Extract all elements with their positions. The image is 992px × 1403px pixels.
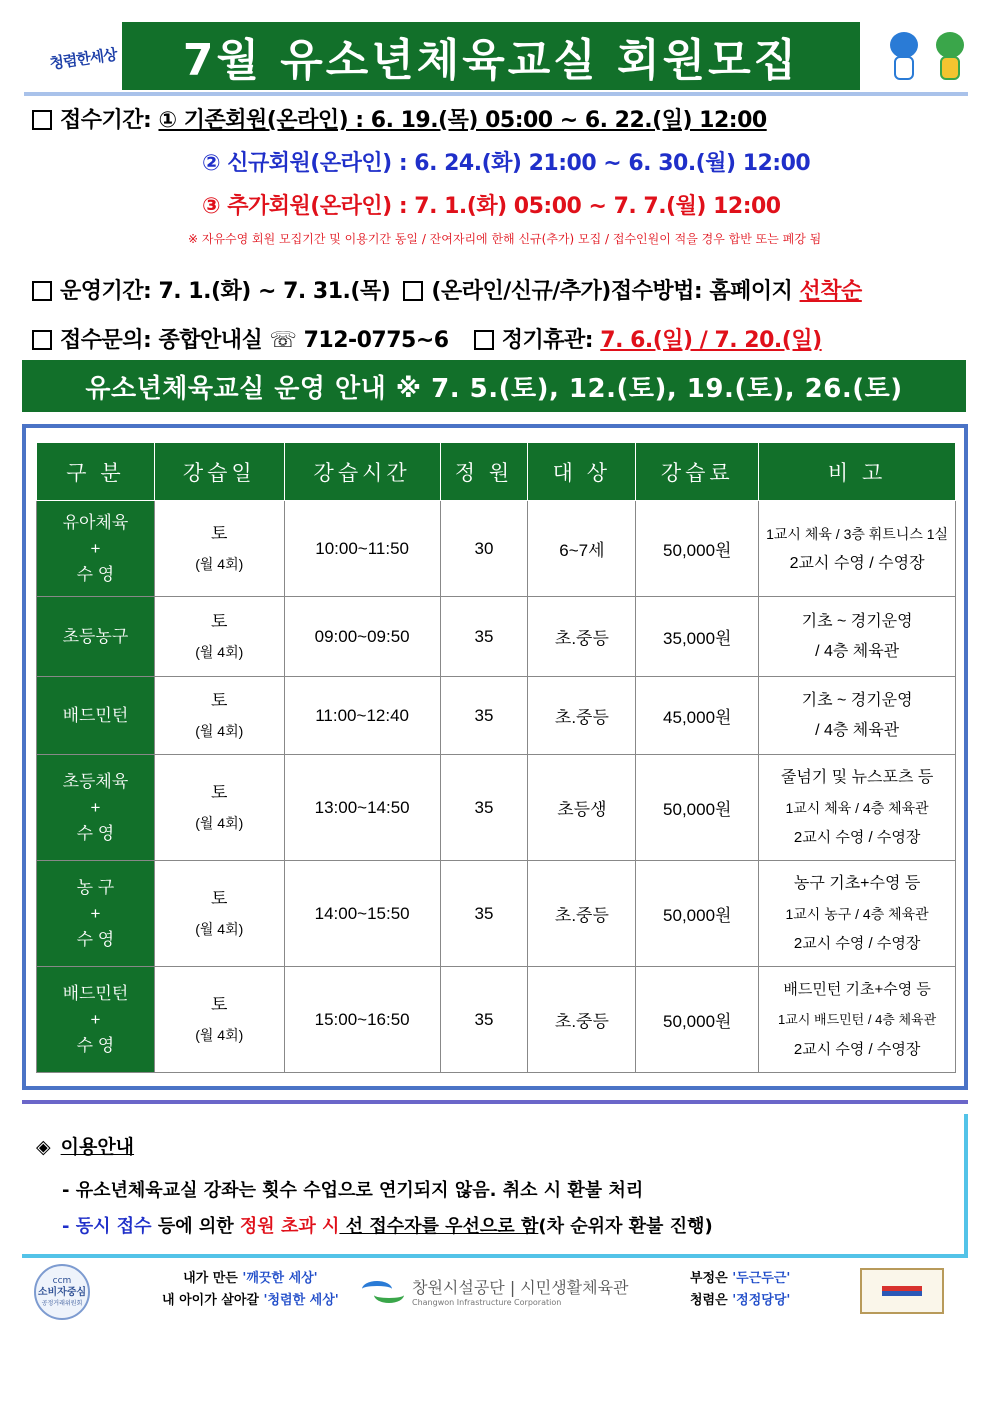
contact-value: 종합안내실 ☏ 712-0775~6 (158, 328, 449, 353)
header-target: 대 상 (528, 443, 636, 501)
slogan-clean-world: 내가 만든 '깨끗한 세상' 내 아이가 살아갈 '청렴한 세상' (162, 1271, 339, 1308)
reception-new: ② 신규회원(온라인) : 6. 24.(화) 21:00 ~ 6. 30.(월) 12:00 (202, 151, 811, 176)
schedule-table-frame (22, 424, 968, 1090)
row-category: 초등체육 + 수 영 (37, 755, 155, 861)
row-capacity: 35 (440, 967, 528, 1073)
table-header-row (37, 443, 956, 501)
footer (22, 1262, 968, 1322)
row-note: 1교시 체육 / 3층 휘트니스 1실 2교시 수영 / 수영장 (759, 501, 956, 597)
award-certificate-icon (860, 1268, 944, 1314)
reception-existing: ① 기존회원(온라인) : 6. 19.(목) 05:00 ~ 6. 22.(일) 12:00 (158, 108, 767, 133)
checkbox-icon (403, 281, 423, 301)
header-category: 구 분 (37, 443, 155, 501)
row-time: 11:00~12:40 (284, 677, 440, 755)
operation-banner: 유소년체육교실 운영 안내 ※ 7. 5.(토), 12.(토), 19.(토), 26.(토) (22, 360, 966, 412)
row-category: 초등농구 (37, 597, 155, 677)
row-day: 토 (월 4회) (154, 755, 284, 861)
row-note: 배드민턴 기초+수영 등 1교시 배드민턴 / 4층 체육관 2교시 수영 / 수영장 (759, 967, 956, 1073)
header-divider (24, 92, 968, 96)
row-target: 초등생 (528, 755, 636, 861)
row-target: 초.중등 (528, 967, 636, 1073)
row-day: 토 (월 4회) (154, 677, 284, 755)
row-fee: 50,000원 (636, 755, 759, 861)
integrity-logo: 청렴한세상 (48, 44, 118, 73)
contact-line (32, 323, 822, 354)
row-time: 10:00~11:50 (284, 501, 440, 597)
diamond-icon: ◈ (36, 1136, 51, 1158)
row-target: 초.중등 (528, 597, 636, 677)
row-time: 13:00~14:50 (284, 755, 440, 861)
row-day: 토 (월 4회) (154, 501, 284, 597)
row-capacity: 35 (440, 755, 528, 861)
page-title: 7월 유소년체육교실 회원모집 (122, 22, 860, 90)
checkbox-icon (32, 281, 52, 301)
row-category: 배드민턴 (37, 677, 155, 755)
checkbox-icon (32, 330, 52, 350)
row-capacity: 35 (440, 597, 528, 677)
reception-label: 접수기간: (60, 108, 152, 133)
section-divider (22, 1100, 968, 1104)
contact-label: 접수문의: (60, 328, 152, 353)
table-row (37, 861, 956, 967)
method-order: 선착순 (799, 279, 862, 304)
slogan-integrity: 부정은 '두근두근' 청렴은 '정정당당' (690, 1271, 791, 1308)
operation-line (32, 274, 862, 305)
row-category: 배드민턴 + 수 영 (37, 967, 155, 1073)
row-time: 09:00~09:50 (284, 597, 440, 677)
table-row (37, 755, 956, 861)
row-day: 토 (월 4회) (154, 861, 284, 967)
reception-additional: ③ 추가회원(온라인) : 7. 1.(화) 05:00 ~ 7. 7.(월) 12:00 (202, 194, 781, 219)
row-time: 15:00~16:50 (284, 967, 440, 1073)
ccm-badge-icon: ccm 소비자중심 공정거래위원회 (34, 1264, 90, 1320)
closed-label: 정기휴관: (501, 328, 594, 353)
row-target: 6~7세 (528, 501, 636, 597)
row-target: 초.중등 (528, 861, 636, 967)
row-fee: 45,000원 (636, 677, 759, 755)
table-row (37, 597, 956, 677)
row-fee: 35,000원 (636, 597, 759, 677)
row-category: 농 구 + 수 영 (37, 861, 155, 967)
corporation-emblem-icon (362, 1273, 406, 1309)
reception-line-1 (32, 103, 767, 134)
row-fee: 50,000원 (636, 861, 759, 967)
table-row (37, 501, 956, 597)
row-time: 14:00~15:50 (284, 861, 440, 967)
method-value: 홈페이지 (709, 279, 793, 304)
row-category: 유아체육 + 수 영 (37, 501, 155, 597)
checkbox-icon (474, 330, 494, 350)
usage-info (22, 1114, 968, 1258)
closed-value: 7. 6.(일) / 7. 20.(일) (600, 328, 822, 353)
header-capacity: 정 원 (440, 443, 528, 501)
checkbox-icon (32, 110, 52, 130)
method-label: (온라인/신규/추가)접수방법: (431, 279, 703, 304)
row-target: 초.중등 (528, 677, 636, 755)
schedule-table (36, 442, 956, 1073)
mascot-blue-icon (884, 32, 924, 84)
corporation-logo: 창원시설공단 | 시민생활체육관 Changwon Infrastructure Corporation (362, 1270, 662, 1312)
row-note: 농구 기초+수영 등 1교시 농구 / 4층 체육관 2교시 수영 / 수영장 (759, 861, 956, 967)
table-row (37, 677, 956, 755)
row-day: 토 (월 4회) (154, 967, 284, 1073)
usage-line-2: - 동시 접수 등에 의한 정원 초과 시 선 접수자를 우선으로 함(차 순위자 환불 진행) (62, 1216, 713, 1237)
row-capacity: 30 (440, 501, 528, 597)
header-note: 비 고 (759, 443, 956, 501)
mascot-green-icon (930, 32, 970, 84)
mascots (884, 28, 974, 88)
row-fee: 50,000원 (636, 501, 759, 597)
row-capacity: 35 (440, 677, 528, 755)
operation-period-label: 운영기간: (60, 279, 152, 304)
usage-title: ◈ 이용안내 (36, 1136, 135, 1158)
row-day: 토 (월 4회) (154, 597, 284, 677)
operation-period: 7. 1.(화) ~ 7. 31.(목) (158, 279, 391, 304)
usage-line-1: - 유소년체육교실 강좌는 횟수 수업으로 연기되지 않음. 취소 시 환불 처리 (62, 1180, 644, 1201)
row-fee: 50,000원 (636, 967, 759, 1073)
row-note: 기초 ~ 경기운영 / 4층 체육관 (759, 597, 956, 677)
row-capacity: 35 (440, 861, 528, 967)
header (22, 22, 970, 94)
row-note: 줄넘기 및 뉴스포츠 등 1교시 체육 / 4층 체육관 2교시 수영 / 수영장 (759, 755, 956, 861)
header-fee: 강습료 (636, 443, 759, 501)
reception-note: ※ 자유수영 회원 모집기간 및 이용기간 동일 / 잔여자리에 한해 신규(추가) 모집 / 접수인원이 적을 경우 합반 또는 폐강 됨 (188, 232, 822, 246)
header-time: 강습시간 (284, 443, 440, 501)
header-day: 강습일 (154, 443, 284, 501)
row-note: 기초 ~ 경기운영 / 4층 체육관 (759, 677, 956, 755)
table-row (37, 967, 956, 1073)
